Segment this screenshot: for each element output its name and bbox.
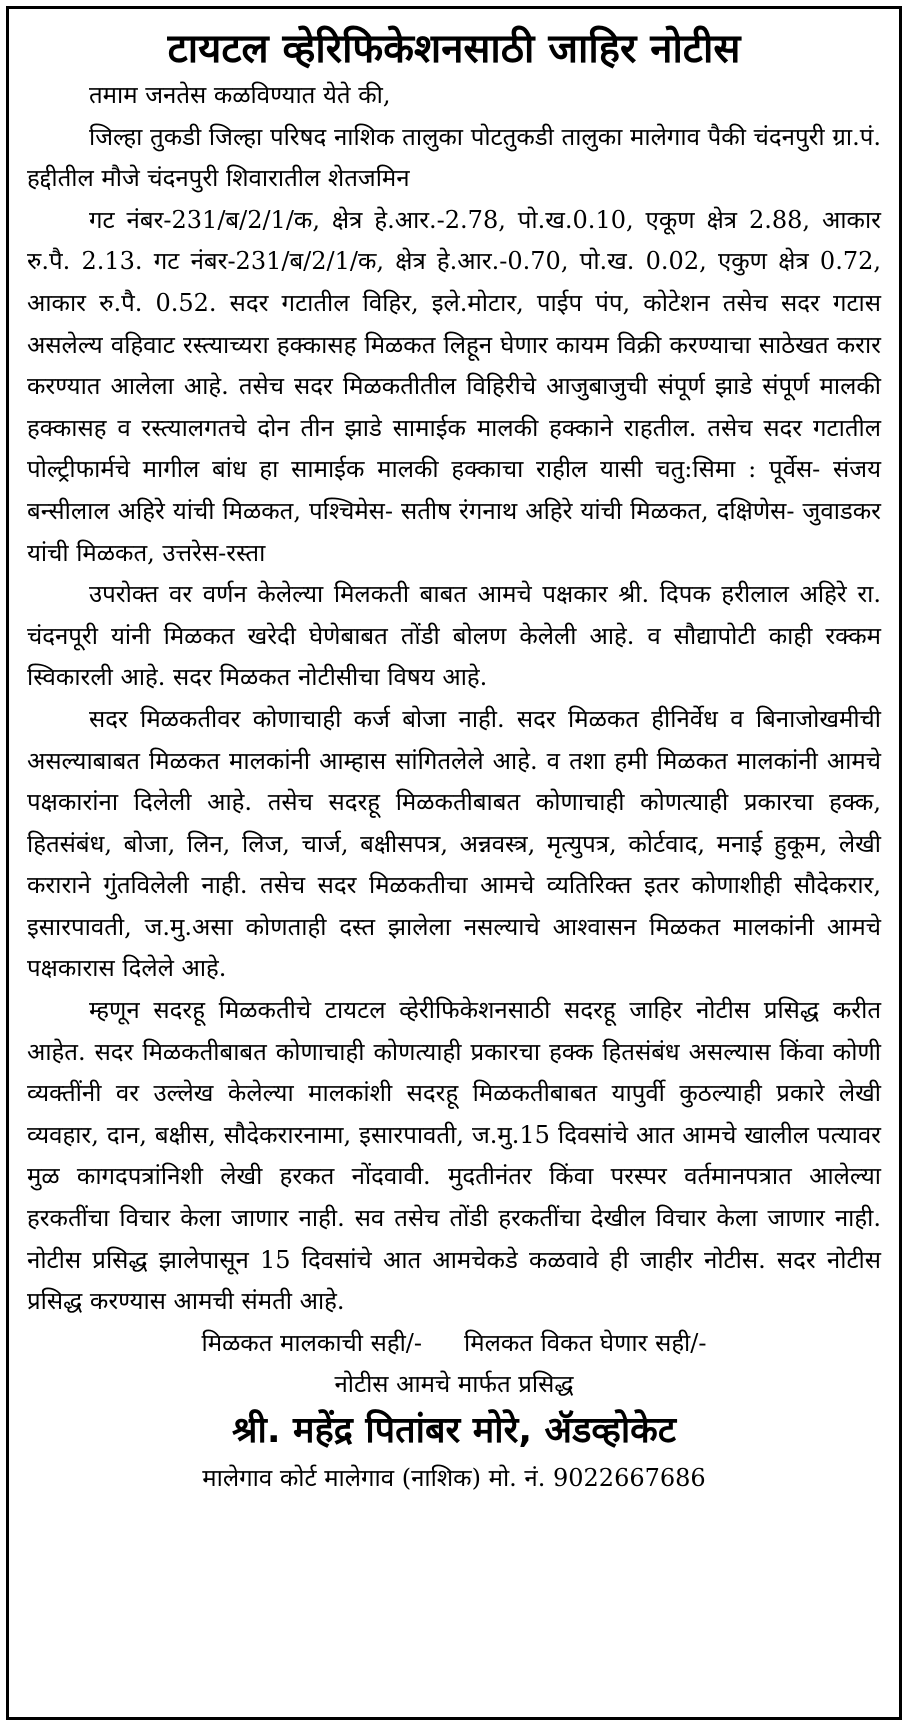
notice-land-details: गट नंबर-231/ब/2/1/क, क्षेत्र हे.आर.-2.78, पो.ख.0.10, एकूण क्षेत्र 2.88, आकार रु.पै. 2.13. गट नंबर-231/ब/2/1/क, क्षेत्र हे.आर.-0.70, पो.ख. 0.02, एकुण क्षेत्र 0.72, आकार रु.पै. 0.52. सदर गटातील विहिर, इले.मोटार, पाईप पंप, कोटेशन तसेच सदर गटास असलेल्य वहिवाट रस्त्याच्यरा हक्कासह मिळकत लिहून घेणार कायम विक्री करण्याचा साठेखत करार करण्यात आलेला आहे. तसेच सदर मिळकतीतील विहिरीचे आजुबाजुची संपूर्ण झाडे संपूर्ण मालकी हक्कासह व रस्त्यालगतचे दोन तीन झाडे सामाईक मालकी हक्काने राहतील. तसेच सदर गटातील पोल्ट्रीफार्मचे मागील बांध हा सामाईक मालकी हक्काचा राहील यासी चतु:सिमा : पूर्वेस- संजय बन्सीलाल अहिरे यांची मिळकत, पश्चिमेस- सतीष रंगनाथ अहिरे यांची मिळकत, दक्षिणेस- जुवाडकर यांची मिळकत, उत्तरेस-रस्ता bbox=[27, 205, 881, 567]
buyer-signature-label: मिलकत विकत घेणार सही/- bbox=[464, 1328, 707, 1357]
advocate-name: श्री. महेंद्र पितांबर मोरे, ॲडव्होकेट bbox=[232, 1410, 676, 1452]
notice-objection-instructions: म्हणून सदरहू मिळकतीचे टायटल व्हेरीफिकेशनसाठी सदरहू जाहिर नोटीस प्रसिद्ध करीत आहेत. सदर मिळकतीबाबत कोणाचाही कोणत्याही प्रकारचा हक्क हितसंबंध असल्यास किंवा कोणी व्यक्तींनी वर उल्लेख केलेल्या मालकांशी सदरहू मिळकतीबाबत यापुर्वी कुठल्याही प्रकारे लेखी व्यवहार, दान, बक्षीस, सौदेकरारनामा, इसारपावती, ज.मु.15 दिवसांचे आत आमचे खालील पत्यावर मुळ कागदपत्रांनिशी लेखी हरकत नोंदवावी. मुदतीनंतर किंवा परस्पर वर्तमानपत्रात आलेल्या हरकतींचा विचार केला जाणार नाही. सव तसेच तोंडी हरकतींचा देखील विचार केला जाणार नाही. नोटीस प्रसिद्ध झालेपासून 15 दिवसांचे आत आमचेकडे कळवावे ही जाहीर नोटीस. सदर नोटीस प्रसिद्ध करण्यास आमची संमती आहे. bbox=[27, 996, 881, 1316]
owner-signature-label: मिळकत मालकाची सही/- bbox=[201, 1328, 423, 1357]
notice-client-transaction: उपरोक्त वर वर्णन केलेल्या मिलकती बाबत आमचे पक्षकार श्री. दिपक हरीलाल अहिरे रा. चंदनपूरी यांनी मिळकत खरेदी घेणेबाबत तोंडी बोलण केलेली आहे. व सौद्यापोटी काही रक्कम स्विकारली आहे. सदर मिळकत नोटीसीचा विषय आहे. bbox=[27, 580, 881, 692]
advocate-address: मालेगाव कोर्ट मालेगाव (नाशिक) मो. नं. 9022667686 bbox=[202, 1464, 706, 1493]
notice-encumbrance-statement: सदर मिळकतीवर कोणाचाही कर्ज बोजा नाही. सदर मिळकत हीनिर्वेध व बिनाजोखमीची असल्याबाबत मिळकत मालकांनी आम्हास सांगितलेले आहे. व तशा हमी मिळकत मालकांनी आमचे पक्षकारांना दिलेली आहे. तसेच सदरहू मिळकतीबाबत कोणाचाही कोणत्याही प्रकारचा हक्क, हितसंबंध, बोजा, लिन, लिज, चार्ज, बक्षीसपत्र, अन्नवस्त्र, मृत्युपत्र, कोर्टवाद, मनाई हुकूम, लेखी कराराने गुंतविलेली नाही. तसेच सदर मिळकतीचा आमचे व्यतिरिक्त इतर कोणाशीही सौदेकरार, इसारपावती, ज.मु.असा कोणताही दस्त झालेला नसल्याचे आश्वासन मिळकत मालकांनी आमचे पक्षकारास दिलेले आहे. bbox=[27, 704, 881, 983]
public-notice bbox=[6, 6, 902, 1720]
published-through-line: नोटीस आमचे मार्फत प्रसिद्ध bbox=[334, 1370, 574, 1399]
notice-title: टायटल व्हेरिफिकेशनसाठी जाहिर नोटीस bbox=[167, 26, 741, 72]
notice-land-location: जिल्हा तुकडी जिल्हा परिषद नाशिक तालुका पोटतुकडी तालुका मालेगाव पैकी चंदनपुरी ग्रा.पं. हद्दीतील मौजे चंदनपुरी शिवारातील शेतजमिन bbox=[27, 122, 881, 193]
signature-row bbox=[27, 1323, 881, 1365]
notice-opening: तमाम जनतेस कळविण्यात येते की, bbox=[89, 81, 391, 109]
